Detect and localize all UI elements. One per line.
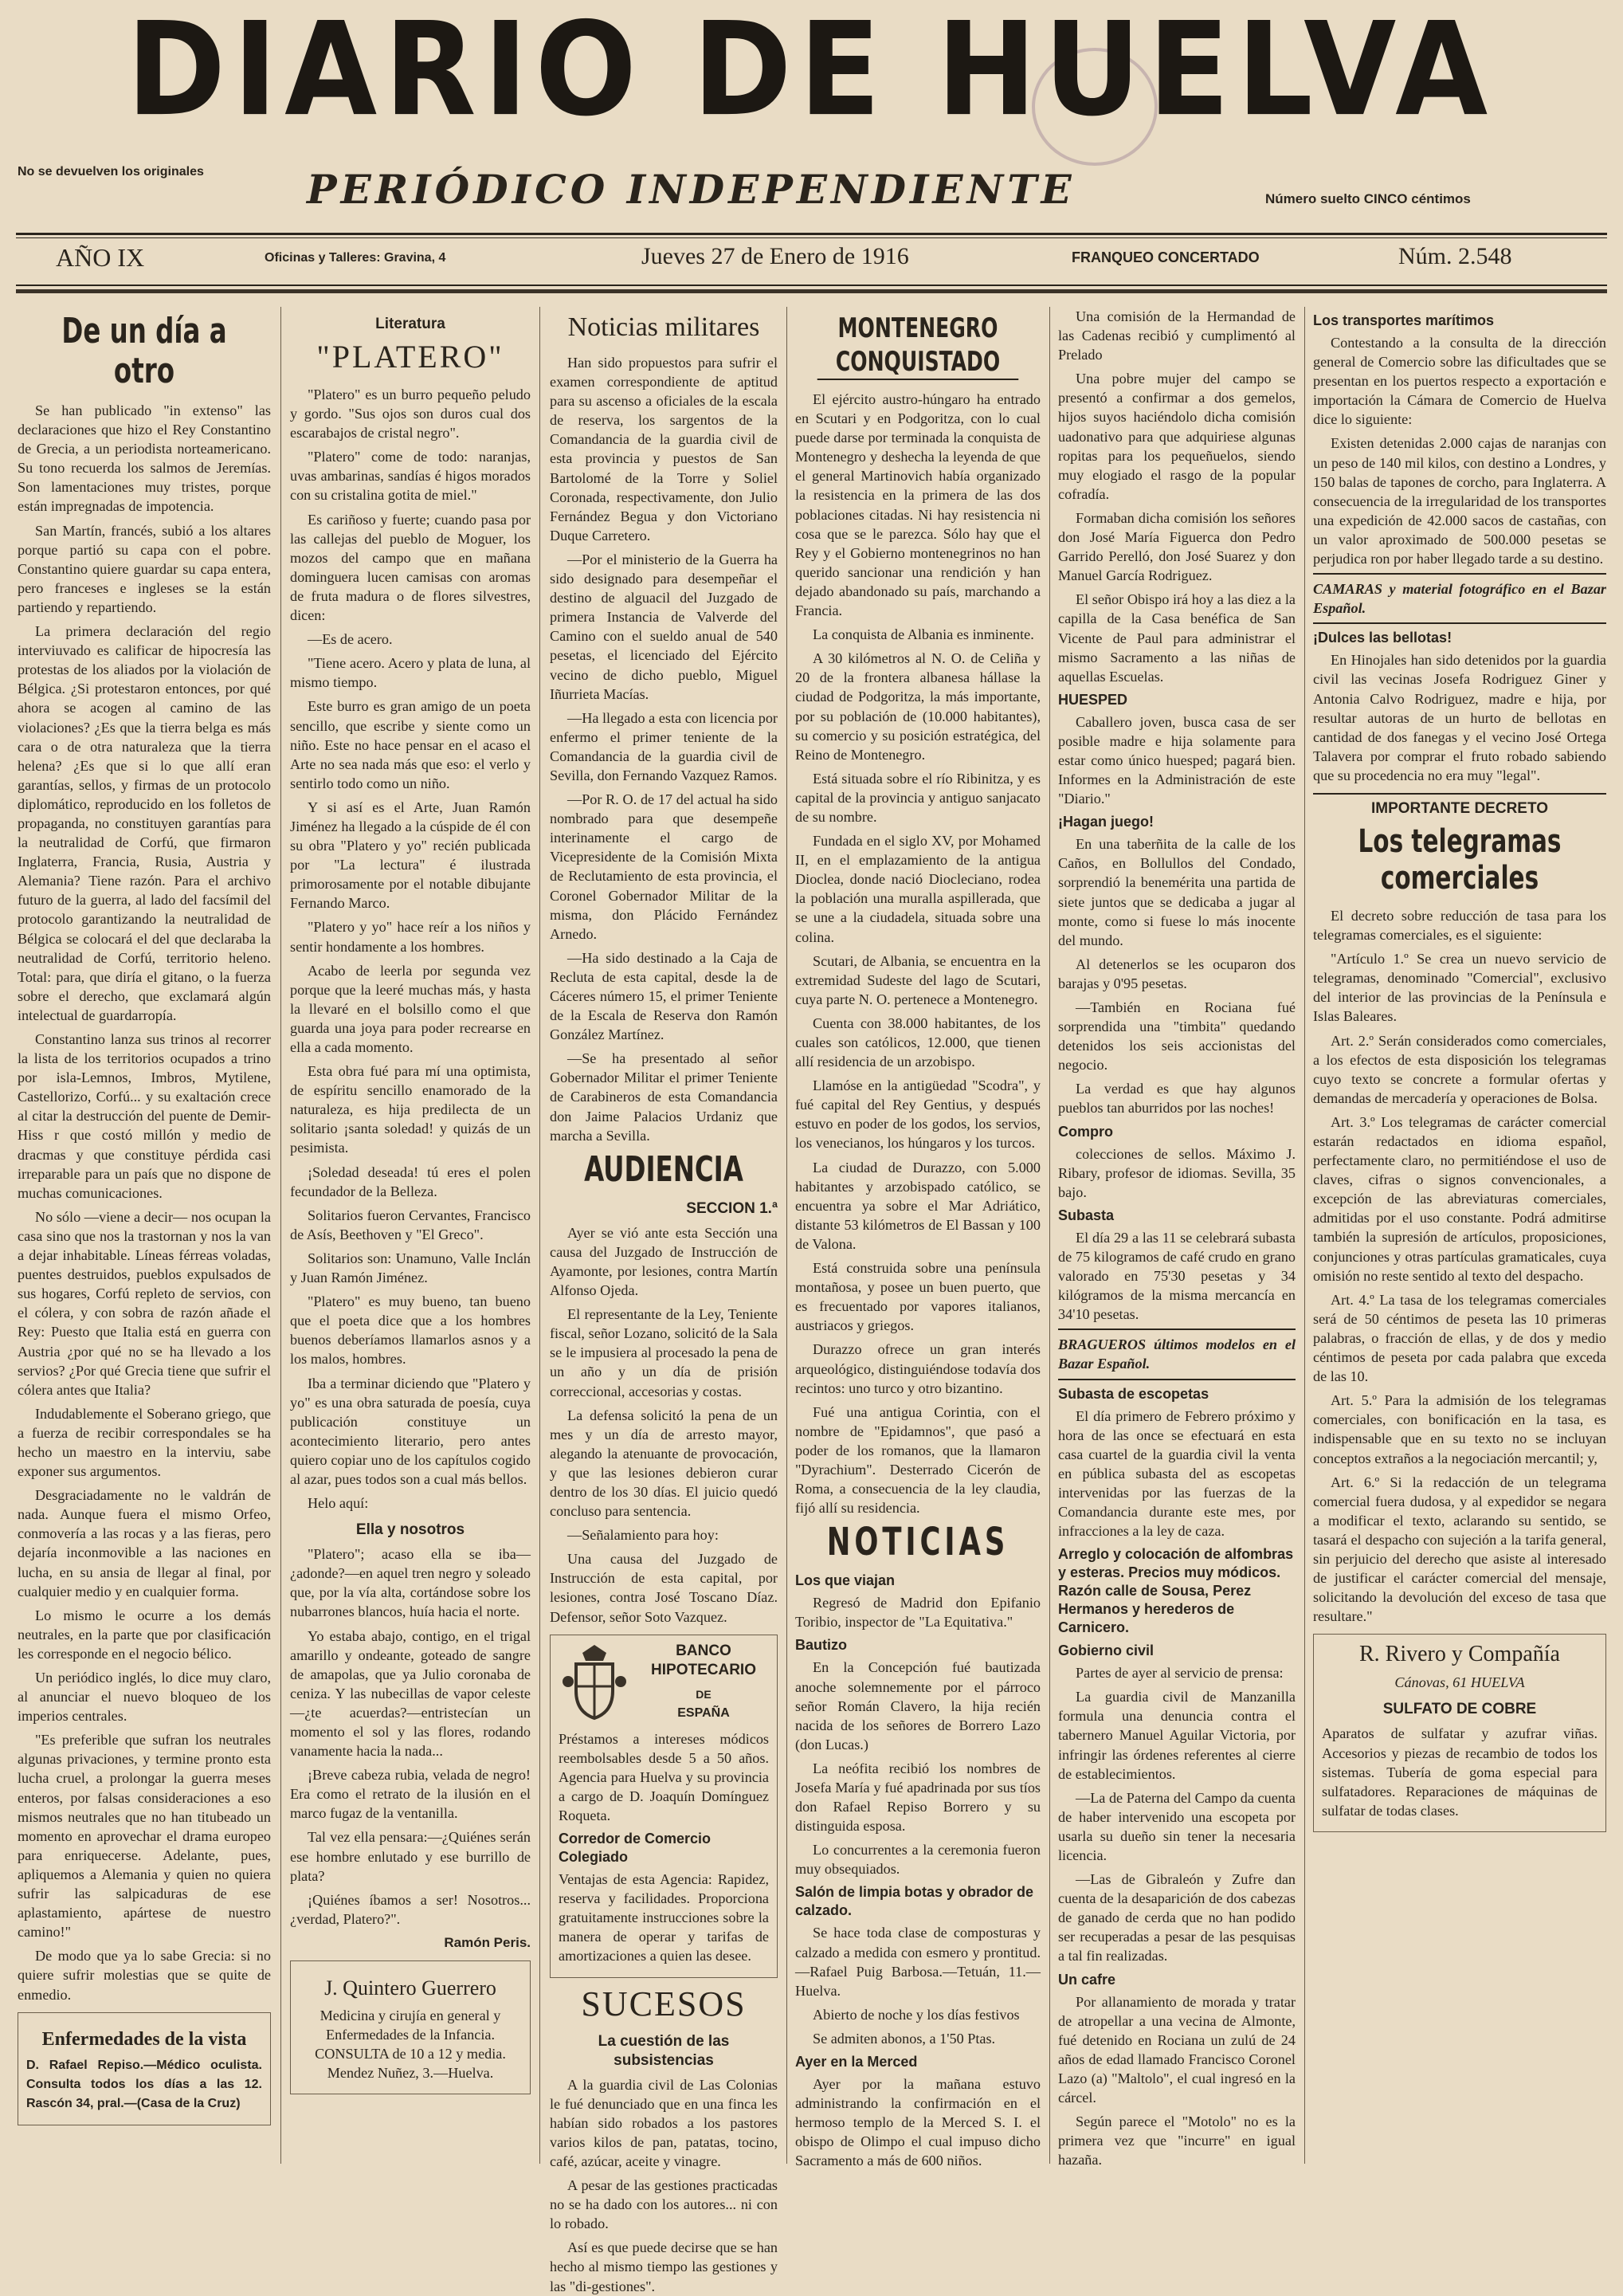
column-6 bbox=[1313, 307, 1606, 2164]
paragraph: —Ha sido destinado a la Caja de Recluta de esta capital, desde la de Cáceres número 15, el primer Teniente de la Escala de Reserva don Ramón González Martínez. bbox=[550, 949, 778, 1043]
article-title: Noticias militares bbox=[567, 312, 760, 342]
paragraph: Formaban dicha comisión los señores don José María Figuerca don Pedro Garrido Perelló, don José Suarez y don Manuel García Rodriguez. bbox=[1058, 509, 1296, 584]
advertisement: BRAGUEROS últimos modelos en el Bazar Español. bbox=[1058, 1329, 1296, 1380]
ad-text: Préstamos a intereses módicos reembolsables desde 5 a 50 años. Agencia para Huelva y su provincia a cargo de D. Joaquín Domínguez Roqueta. bbox=[559, 1730, 769, 1823]
subheading: SECCION 1.ª bbox=[686, 1199, 778, 1217]
paragraph: El ejército austro-húngaro ha entrado en Scutari y en Podgoritza, con lo cual puede darse por terminada la conquista de Montenegro y deshecha la leyenda de que el general Martinovich había organizado la resistencia en la primera de las dos poblaciones citadas. Ni hay resistencia ni cosa que se le parezca. Sólo hay que el Rey y el Gobierno montenegrinos no han querido sancionar una rendición y han dejado abandonado su país, marchando a Francia. bbox=[795, 391, 1041, 619]
issue-date: Jueves 27 de Enero de 1916 bbox=[641, 243, 909, 269]
paragraph: —Señalamiento para hoy: bbox=[567, 1527, 719, 1544]
ad-text: Ventajas de esta Agencia: Rapidez, reserva y facilidades. Proporciona gratuitamente instrucciones sobre la manera de operar y tarifas de amortizaciones a quien las desee. bbox=[559, 1871, 769, 1964]
paragraph: Cuenta con 38.000 habitantes, de los cuales son católicos, 12.000, que tienen allí residencia de un arzobispo. bbox=[795, 1015, 1041, 1070]
subheading: IMPORTANTE DECRETO bbox=[1313, 793, 1606, 818]
section-title: AUDIENCIA bbox=[584, 1148, 743, 1190]
bank-de: DE bbox=[696, 1687, 712, 1701]
ad-title: R. Rivero y Compañía bbox=[1359, 1642, 1560, 1667]
advertisement bbox=[18, 2012, 271, 2125]
paragraph: Se hace toda clase de composturas y calzado a medida con esmero y prontitud.—Rafael Puig Barbosa.—Tetuán, 11.—Huelva. bbox=[795, 1925, 1041, 1999]
paragraph: Han sido propuestos para sufrir el examen correspondiente de aptitud para su ascenso a oficiales de la escala de reserva, los sargentos de la Comandancia de la guardia civil de esta provincia y puestos de San Bartolomé de la Torre y Soliel Coronada, respectivamente, don Julio Fernández Begua y don Victoriano Duque Carretero. bbox=[550, 355, 778, 544]
column-separator bbox=[1049, 307, 1050, 2164]
paragraph: "Tiene acero. Acero y plata de luna, al mismo tiempo. bbox=[290, 655, 531, 691]
advertisement: CAMARAS y material fotográfico en el Bazar Español. bbox=[1313, 573, 1606, 624]
paragraph: Regresó de Madrid don Epifanio Toribio, inspector de "La Equitativa." bbox=[795, 1595, 1041, 1631]
paragraph: Indudablemente el Soberano griego, que a fuerza de recibir correspondales se ha hecho un maestro en la interviu, sabe exponer sus argumentos. bbox=[18, 1405, 271, 1480]
subheading: La cuestión de las subsistencias bbox=[598, 2032, 730, 2069]
paragraph: Solitarios fueron Cervantes, Francisco de Asís, Beethoven y "El Greco". bbox=[290, 1207, 531, 1242]
dateline-rule-thick bbox=[16, 289, 1607, 293]
subheading: Los transportes marítimos bbox=[1313, 312, 1495, 328]
paragraph: ¡Soledad deseada! tú eres el polen fecundador de la Belleza. bbox=[290, 1164, 531, 1199]
paragraph: ¡Quiénes íbamos a ser! Nosotros... ¿verdad, Platero?". bbox=[290, 1891, 531, 1927]
paragraph: Lo concurrentes a la ceremonia fueron muy obsequiados. bbox=[795, 1842, 1041, 1878]
paragraph: A pesar de las gestiones practicadas no se ha dado con los autores... ni con lo robado. bbox=[550, 2177, 778, 2232]
advertisement bbox=[1313, 1634, 1606, 1832]
paragraph: De modo que ya lo sabe Grecia: si no quiere sufrir molestias que se quite de enmedio. bbox=[18, 1948, 271, 2003]
paragraph: Lo mismo le ocurre a los demás neutrales, en la parte que por clasificación les corresponde en el negocio bélico. bbox=[18, 1607, 271, 1662]
article-title: "PLATERO" bbox=[316, 339, 504, 375]
paragraph: Ayer por la mañana estuvo administrando la confirmación en el hermoso templo de la Merced S. I. el obispo de Olimpo el cual impuso dicho Sacramento a más de 600 niños. bbox=[795, 2076, 1041, 2169]
paragraph: Al detenerlos se les ocuparon dos barajas y 0'95 pesetas. bbox=[1058, 956, 1296, 991]
ad-address: Cánovas, 61 HUELVA bbox=[1394, 1674, 1525, 1691]
signature: Ramón Peris. bbox=[444, 1934, 531, 1950]
top-rule bbox=[16, 233, 1607, 235]
subheading: Los que viajan bbox=[795, 1572, 896, 1589]
bank-title: BANCO HIPOTECARIO bbox=[651, 1642, 756, 1678]
coat-of-arms-icon bbox=[559, 1642, 630, 1721]
paragraph: Este burro es gran amigo de un poeta sencillo, que escribe y siente como un niño. Este no hace pensar en el acaso el Arte no sea nada más que eso: el verlo y sentirlo todo como un niño. bbox=[290, 698, 531, 791]
ad-text: Aparatos de sulfatar y azufrar viñas. Accesorios y piezas de recambio de todos los sistemas. Tubería de goma especial para sulfatadores. Reparaciones de máquinas de sulfatar de todas clases. bbox=[1322, 1725, 1598, 1819]
paragraph: Fundada en el siglo XV, por Mohamed II, en el emplazamiento de la antigua Dioclea, donde nació Diocleciano, rodea la población una muralla aspillerada, que se une a la ciudadela, situada sobre una colina. bbox=[795, 833, 1041, 945]
paragraph: El decreto sobre reducción de tasa para los telegramas comerciales, es el siguiente: bbox=[1313, 907, 1606, 944]
paragraph: Partes de ayer al servicio de prensa: bbox=[1076, 1665, 1284, 1682]
paragraph: Tal vez ella pensara:—¿Quiénes serán ese hombre enlutado y ese burrillo de plata? bbox=[290, 1829, 531, 1884]
paragraph: Desgraciadamente no le valdrán de nada. Aunque fuera el mismo Orfeo, conmovería a las rocas y a las fieras, pero dejaría inconmovible a las naciones en lucha, en su ansia de llegar al final, por cualquier medio y en cualquier forma. bbox=[18, 1487, 271, 1599]
paragraph: La primera declaración del regio interviuvado es calificar de hipocresía las protestas de los aliados por la violación de Bélgica. ¿Si protestaron entonces, por qué ahora se acogen al camino de las violaciones? ¿Es que la tierra belga es más cara o de otra naturaleza que la tierra helena? ¿Es que si lo que allí eran garantías, sellos, y firmas de un protocolo diplomático, reproducido en los folletos de propaganda, no constituyen garantías para la neutralidad de Corfú, que firmaron Inglaterra, Francia, Rusia, Austria y Alemania? Tiene razón. Para el archivo futuro de la guerra, al lado del facsímil del protocolo garantizando la neutralidad de Bélgica se colocará el del que declaraba la neutralidad de Corfú, territorio heleno. Total: para, que diría el gitano, o la fuerza sobre el derecho, que exclamará algún intelectual de guardarropía. bbox=[18, 623, 271, 1023]
column-1 bbox=[18, 307, 271, 2164]
paragraph: "Artículo 1.º Se crea un nuevo servicio de telegramas, denominado "Comercial", exclusivo del interior de las provincias de la Península e Islas Baleares. bbox=[1313, 951, 1606, 1025]
paragraph: "Platero" es muy bueno, tan bueno que el poeta dice que a los hombres buenos deberíamos llamarlos asnos y a los malos, hombres. bbox=[290, 1293, 531, 1368]
paragraph: Caballero joven, busca casa de ser posible madre e hija solamente para estar como único huesped; pagará bien. Informes en la Administración de este "Diario." bbox=[1058, 713, 1296, 807]
subheading: ¡Hagan juego! bbox=[1058, 814, 1154, 830]
masthead-subtitle: PERIÓDICO INDEPENDIENTE bbox=[307, 166, 1076, 213]
paragraph: Iba a terminar diciendo que "Platero y yo" es una obra saturada de poesía, cuya publicación constituye un acontecimiento literario, pero antes quiero copiar uno de los capítulos cogido al azar, pues todos son a cual más bellos. bbox=[290, 1375, 531, 1487]
paragraph: Está situada sobre el río Ribinitza, y es capital de la provincia y antiguo sanjacato de su nombre. bbox=[795, 770, 1041, 825]
paragraph: Esta obra fué para mí una optimista, de espíritu sencillo enamorado de la naturaleza, es hija predilecta de un solitario ¡santa soledad! y quizás de un pesimista. bbox=[290, 1063, 531, 1156]
paragraph: Es cariñoso y fuerte; cuando pasa por las callejas del pueblo de Moguer, los mozos del campo que en mañana dominguera lucen camisas con aromas de fruta madura o de flores silvestres, dicen: bbox=[290, 511, 531, 624]
paragraph: Constantino lanza sus trinos al recorrer la lista de los territorios ocupados a trino por isla-Lemnos, Imbros, Mytilene, Castellorizo, Corfú... y su exaltación crece al citar la destrucción del puente de Demir-Hiss r que costó millón y medio de dracmas y que constituye pérdida casi irreparable para un país que no dispone de muchas comunicaciones. bbox=[18, 1031, 271, 1201]
paragraph: ¡Breve cabeza rubia, velada de negro! Era como el retrato de la ilusión en el marco fugaz de la ventanilla. bbox=[290, 1767, 531, 1822]
column-separator bbox=[539, 307, 540, 2164]
paragraph: Contestando a la consulta de la dirección general de Comercio sobre las dificultades que se presentan en los puertos respecto a exportación e importación la Cámara de Comercio de Huelva dice lo siguiente: bbox=[1313, 335, 1606, 428]
dateline bbox=[16, 243, 1607, 283]
paragraph: "Es preferible que sufran los neutrales algunas privaciones, y termine pronto esta lucha cruel, a prolongar la guerra meses enteros, por falsas consideraciones a eso mismos neutrales que no han titubeado un momento en aprovechar el drama europeo para enriquecerse. Adelante, pues, apliquemos a Alemania y quien no quiera sufrir las salpicaduras de ese aplastamiento, apártese de nuestro camino!" bbox=[18, 1732, 271, 1941]
column-separator bbox=[1304, 307, 1305, 2164]
paragraph: —Por R. O. de 17 del actual ha sido nombrado para que desempeñe interinamente el cargo de Vicepresidente de la Comisión Mixta de Reclutamiento de esta provincia, el Coronel Gobernador Militar de la misma, don Plácido Fernández Arnedo. bbox=[550, 791, 778, 942]
paragraph: Abierto de noche y los días festivos bbox=[813, 2006, 1020, 2023]
subheading: Bautizo bbox=[795, 1637, 847, 1654]
paragraph: El día primero de Febrero próximo y hora de las once se efectuará en esta casa cuartel de la guardia civil la venta en pública subasta del as escopetas intervenidas por las fuerzas de la Comandancia durante este mes, por infracciones a la ley de caza. bbox=[1058, 1407, 1296, 1540]
issue-number: Núm. 2.548 bbox=[1398, 243, 1512, 269]
subheading: Ayer en la Merced bbox=[795, 2054, 918, 2070]
paragraph: En una taberñita de la calle de los Caños, en Bollullos del Condado, sorprendió la benemérita una partida de siete juntos que se dedicaba a jugar al monte, como si fuese lo más inocente del mundo. bbox=[1058, 836, 1296, 948]
column-separator bbox=[786, 307, 787, 2164]
bank-country: ESPAÑA bbox=[677, 1705, 730, 1720]
masthead-title: DIARIO DE HUELVA bbox=[126, 0, 1496, 145]
subheading: Ella y nosotros bbox=[355, 1521, 465, 1539]
column-5 bbox=[1058, 307, 1296, 2168]
column-separator bbox=[280, 307, 281, 2164]
subheading: Un cafre bbox=[1058, 1971, 1116, 1988]
paragraph: Art. 3.º Los telegramas de carácter comercial estarán redactados en idioma español, perfectamente claro, no permitiéndose el uso de claves, cifras o signos convencionales, a excepción de las abreviaturas comerciales, admitidas por el uso constante. Podrá admitirse también la supresión de artículos, proposiciones, conjunciones y otras partículas gramaticales, cuya omisión no reste sentido al texto del despacho. bbox=[1313, 1113, 1606, 1284]
paragraph: En la Concepción fué bautizada anoche solemnemente por el párroco señor Román Clavero, la hija recién nacida de los señores de Borrero Lazo (don Lucas.) bbox=[795, 1659, 1041, 1752]
paragraph: "Platero"; acaso ella se iba—¿adonde?—en aquel tren negro y soleado que, por la vía alta, cortándose sobre los nubarrones blancos, huía hacia el norte. bbox=[290, 1546, 531, 1620]
section-label: Literatura bbox=[375, 316, 445, 332]
ad-text: D. Rafael Repiso.—Médico oculista. Consulta todos los días a las 12. Rascón 34, pral.—(Casa de la Cruz) bbox=[26, 2058, 262, 2110]
dateline-rule bbox=[16, 285, 1607, 286]
column-2 bbox=[290, 307, 531, 2164]
paragraph: Ayer se vió ante esta Sección una causa del Juzgado de Instrucción de Ayamonte, por lesiones, contra Martín Alfonso Ojeda. bbox=[550, 1224, 778, 1299]
ad-subtitle: Corredor de Comercio Colegiado bbox=[559, 1831, 712, 1866]
advertisement bbox=[550, 1635, 778, 1978]
paragraph: La guardia civil de Manzanilla formula una denuncia contra el tabernero Manuel Aguilar Victoria, por infringir las órdenes referentes al cierre de establecimientos. bbox=[1058, 1689, 1296, 1782]
paragraph: Existen detenidas 2.000 cajas de naranjas con un peso de 140 mil kilos, con destino a Londres, y 150 balas de tapones de corcho, para Inglaterra. A consecuencia de la irregularidad de los transportes una expedición de 42.000 sacos de castañas, con un valor aproximado de 500.000 pesetas se perjudica ron por haber llegado tarde a su destino. bbox=[1313, 435, 1606, 567]
paragraph: Por allanamiento de morada y tratar de atropellar a una vecina de Almonte, fué detenido en Rociana un zulú de 24 años de edad llamado Francisco Coronel Lazo (a) "Maltolo", el cual ingresó en la cárcel. bbox=[1058, 1993, 1296, 2106]
paragraph: Durazzo ofrece un gran interés arqueológico, distinguiéndose todavía dos recintos: uno turco y otro bizantino. bbox=[795, 1341, 1041, 1396]
paragraph: Y si así es el Arte, Juan Ramón Jiménez ha llegado a la cúspide de él con su obra "Platero y yo" recién publicada por "La lectura" é ilustrada primorosamente por el notable dibujante Fernando Marco. bbox=[290, 799, 531, 912]
paragraph: Solitarios son: Unamuno, Valle Inclán y Juan Ramón Jiménez. bbox=[290, 1250, 531, 1286]
paragraph: No sólo —viene a decir— nos ocupan la casa sino que nos la trastornan y nos la van a dejar inhabitable. Líneas férreas voladas, puentes destruidos, pueblos expulsados de sus hogares, Corfú repleto de servios, con el cólera, y con sobra de razón añade el Rey: Puesto que Italia está en guerra con Austria ¿por qué no se ha llevado a los servios? ¿Por qué Grecia tiene que sufrir el cólera antes que Italia? bbox=[18, 1208, 271, 1398]
paragraph: En Hinojales han sido detenidos por la guardia civil las vecinas Josefa Rodriguez Giner y Antonia Calvo Rodriguez, madre e hija, por resultar autoras de un hurto de bellotas en cantidad de dos fanegas y el vecino José Ortega Talavera por comprar el fruto robado sabiendo que su procedencia no era muy "legal". bbox=[1313, 652, 1606, 783]
subheading: Subasta de escopetas bbox=[1058, 1385, 1209, 1402]
paragraph: La verdad es que hay algunos pueblos tan aburridos por las noches! bbox=[1058, 1081, 1296, 1117]
paragraph: Art. 2.º Serán considerados como comerciales, a los efectos de esta disposición los telegramas cuyo texto se concrete a formular ofertas y demandas de mercadería y operaciones de Bolsa. bbox=[1313, 1032, 1606, 1106]
subheading: Compro bbox=[1058, 1123, 1113, 1140]
paragraph: Yo estaba abajo, contigo, en el trigal amarillo y ondeante, goteado de sangre de amapolas, que ya Julio coronaba de ceniza. Y las nubecillas de vapor celeste—¿te acuerdas?—entristecían un momento el sol y las flores, rodando vanamente hacia la nada... bbox=[290, 1627, 531, 1760]
paragraph: Un periódico inglés, lo dice muy claro, al anunciar el nuevo bloqueo de los imperios centrales. bbox=[18, 1670, 271, 1725]
paragraph: Fué una antigua Corintia, con el nombre de "Epidamnos", que pasó a poder de los romanos, que la llamaron "Dyrachium". Desterrado Cicerón de Roma, a consecuencia de la ley claudia, fijó allí su residencia. bbox=[795, 1403, 1041, 1517]
masthead-note-left: No se devuelven los originales bbox=[18, 165, 204, 179]
paragraph: —La de Paterna del Campo da cuenta de haber intervenido una escopeta por usarla su dueño sin tener la necesaria licencia. bbox=[1058, 1789, 1296, 1863]
paragraph: El día 29 a las 11 se celebrará subasta de 75 kilogramos de café crudo en grano valorado en 75'30 pesetas y 34 kilógramos de la misma mercancía en 34'10 pesetas. bbox=[1058, 1229, 1296, 1323]
paragraph: La ciudad de Durazzo, con 5.000 habitantes y arzobispado católico, se encuentra ya sobre el Mar Adriático, distante 53 kilómetros de El Bassan y 100 de Valona. bbox=[795, 1159, 1041, 1252]
paragraph: San Martín, francés, subió a los altares porque partió su capa con el pobre. Constantino quiere guardar su capa entera, pero franceses e ingleses se la están partiendo y repartiendo. bbox=[18, 522, 271, 615]
column-3 bbox=[550, 307, 778, 2294]
section-title: SUCESOS bbox=[581, 1984, 747, 2023]
paragraph: —Las de Gibraleón y Zufre dan cuenta de la desaparición de dos cabezas de ganado de cerda que no han podido ser recuperadas a pesar de las pesquisas a tal fin realizadas. bbox=[1058, 1871, 1296, 1964]
paragraph: El señor Obispo irá hoy a las diez a la capilla de la Casa benéfica de San Vicente de Paul para administrar el mismo Sacramento a las niñas de aquellas Escuelas. bbox=[1058, 591, 1296, 685]
paragraph: —También en Rociana fué sorprendida una "timbita" quedando detenidos los seis accionistas del negocio. bbox=[1058, 999, 1296, 1073]
subheading: Salón de limpia botas y obrador de calzado. bbox=[795, 1884, 1034, 1919]
paragraph: Acabo de leerla por segunda vez porque que la leeré muchas más, y hasta la llevaré en el bolsillo como el que guarda una joya para poder recrearse en ella a cada momento. bbox=[290, 962, 531, 1055]
paragraph: "Platero" come de todo: naranjas, uvas ambarinas, sandías é higos morados con su cristalina gotita de miel." bbox=[290, 449, 531, 504]
subheading: Arreglo y colocación de alfombras y esteras. Precios muy módicos. Razón calle de Sousa, Perez Hermanos y herederos de Carnicero. bbox=[1058, 1546, 1294, 1636]
paragraph: Una causa del Juzgado de Instrucción de esta capital, por lesiones, contra José Toscano Díaz. Defensor, señor Soto Vazquez. bbox=[550, 1551, 778, 1625]
paragraph: Una comisión de la Hermandad de las Cadenas recibió y cumplimentó al Prelado bbox=[1058, 308, 1296, 363]
paragraph: A 30 kilómetros al N. O. de Celiña y 20 de la frontera albanesa hállase la ciudad de Podgoritza, la más importante, por su población de (10.000 habitantes), su comercio y su posición estratégica, del Reino de Montenegro. bbox=[795, 650, 1041, 763]
subheading: ¡Dulces las bellotas! bbox=[1313, 630, 1452, 646]
paragraph: Una pobre mujer del campo se presentó a confirmar a dos gemelos, hijos suyos haciéndolo dicha comisión uadonativo para que adquiriese algunas ropitas para los pequeñuelos, siendo muy elogiado el rasgo de la popular cofradía. bbox=[1058, 371, 1296, 502]
paragraph: Helo aquí: bbox=[308, 1495, 369, 1512]
subheading: Gobierno civil bbox=[1058, 1643, 1155, 1659]
paragraph: Está construida sobre una península montañosa, y posee un buen puerto, que es frecuentado por vapores italianos, austriacos y griegos. bbox=[795, 1260, 1041, 1334]
column-4 bbox=[795, 307, 1041, 2169]
paragraph: La defensa solicitó la pena de un mes y un día de arresto mayor, alegando la atenuante de provocación, y que las lesiones debieron curar dentro de los 30 días. El juicio quedó concluso para sentencia. bbox=[550, 1407, 778, 1520]
paragraph: —Es de acero. bbox=[308, 631, 393, 648]
paragraph: Se admiten abonos, a 1'50 Ptas. bbox=[813, 2030, 996, 2047]
article-title: MONTENEGRO CONQUISTADO bbox=[817, 312, 1019, 380]
paragraph: Así es que puede decirse que se han hecho al mismo tiempo las gestiones y las "di-gestiones". bbox=[550, 2239, 778, 2294]
paragraph: Art. 5.º Para la admisión de los telegramas comerciales, con bonificación en la tasa, es indispensable que en su texto no se incluyan conceptos extraños a la negociación mercantil; y, bbox=[1313, 1392, 1606, 1466]
ad-subtitle: SULFATO DE COBRE bbox=[1382, 1701, 1537, 1718]
paragraph: Art. 6.º Si la redacción de un telegrama comercial fuera dudosa, y al expedidor se negara a modificar el texto, aclarando su sentido, se tasará el despacho con sujeción a la tarifa general, sin perjuicio del derecho que asiste al interesado de justificar el carácter comercial del mensaje, solicitando la devolución del exceso de tasa que resultare." bbox=[1313, 1474, 1606, 1625]
ad-title: J. Quintero Guerrero bbox=[324, 1976, 496, 2000]
paragraph: Scutari, de Albania, se encuentra en la extremidad Sudeste del lago de Scutari, cuya parte N. O. pertenece a Montenegro. bbox=[795, 952, 1041, 1007]
paragraph: Se han publicado "in extenso" las declaraciones que hizo el Rey Constantino de Grecia, a un periodista norteamericano. Su tono recuerda los salmos de Jeremías. Son lamentaciones muy tristes, porque están impregnadas de impotencia. bbox=[18, 402, 271, 515]
paragraph: —Por el ministerio de la Guerra ha sido designado para desempeñar el destino de alguacil del Juzgado de primera Instancia de Valverde del Camino con el sueldo anual de 540 pesetas, el licenciado del Ejército vecino de dicho pueblo, Miguel Iñurrieta Macías. bbox=[550, 551, 778, 702]
ad-title: Enfermedades de la vista bbox=[41, 2028, 247, 2050]
paragraph: El representante de la Ley, Teniente fiscal, señor Lozano, solicitó de la Sala se le impusiera al procesado la pena de un año y un día de prisión correccional, accesorias y costas. bbox=[550, 1306, 778, 1399]
paragraph: —Ha llegado a esta con licencia por enfermo el primer teniente de la Comandancia de la guardia civil de Sevilla, don Fernando Vazquez Ramos. bbox=[550, 709, 778, 783]
advertisement bbox=[290, 1960, 531, 2094]
paragraph: A la guardia civil de Las Colonias le fué denunciado que en una finca les habían sido robados a los pastores varios kilos de pan, patatas, tocino, café, azúcar, aceite y vinagre. bbox=[550, 2076, 778, 2169]
paragraph: La conquista de Albania es inminente. bbox=[813, 626, 1034, 643]
paragraph: La neófita recibió los nombres de Josefa María y fué apadrinada por sus tíos don Rafael Repiso Borrero y su distinguida esposa. bbox=[795, 1760, 1041, 1835]
subheading: Subasta bbox=[1058, 1207, 1115, 1223]
offices: Oficinas y Talleres: Gravina, 4 bbox=[265, 251, 446, 265]
masthead-note-right: Número suelto CINCO céntimos bbox=[1265, 191, 1471, 206]
article-title: De un día a otro bbox=[61, 311, 227, 391]
top-rule-thin bbox=[16, 237, 1607, 238]
paragraph: "Platero" es un burro pequeño peludo y gordo. "Sus ojos son duros cual dos escarabajos de cristal negro". bbox=[290, 387, 531, 442]
postage: FRANQUEO CONCERTADO bbox=[1072, 249, 1260, 265]
paragraph: colecciones de sellos. Máximo J. Ribary, profesor de idiomas. Sevilla, 35 bajo. bbox=[1058, 1145, 1296, 1200]
article-title: Los telegramas comerciales bbox=[1358, 822, 1562, 897]
subheading: HUESPED bbox=[1058, 691, 1128, 708]
year: AÑO IX bbox=[56, 243, 145, 272]
paragraph: —Se ha presentado al señor Gobernador Militar el primer Teniente de Carabineros de esta Comandancia don Jaime Palacios Urdaniz que marcha a Sevilla. bbox=[550, 1050, 778, 1144]
paragraph: Según parece el "Motolo" no es la primera vez que "incurre" en igual hazaña. bbox=[1058, 2113, 1296, 2168]
ad-text: Medicina y cirujía en general y Enfermedades de la Infancia. CONSULTA de 10 a 12 y media. Mendez Nuñez, 3.—Huelva. bbox=[315, 2008, 506, 2082]
paragraph: Llamóse en la antigüedad "Scodra", y fué capital del Rey Gentius, y después estuvo en poder de los godos, los servios, los venecianos, los húngaros y los turcos. bbox=[795, 1077, 1041, 1152]
paragraph: Art. 4.º La tasa de los telegramas comerciales será de 50 céntimos de peseta las 10 primeras palabras, o fracción de ellas, y de dos y medio céntimos de peseta por cada palabra que exceda de las 10. bbox=[1313, 1291, 1606, 1385]
paragraph: "Platero y yo" hace reír a los niños y sentir hondamente a los hombres. bbox=[290, 919, 531, 955]
section-title: NOTICIAS bbox=[826, 1520, 1009, 1565]
